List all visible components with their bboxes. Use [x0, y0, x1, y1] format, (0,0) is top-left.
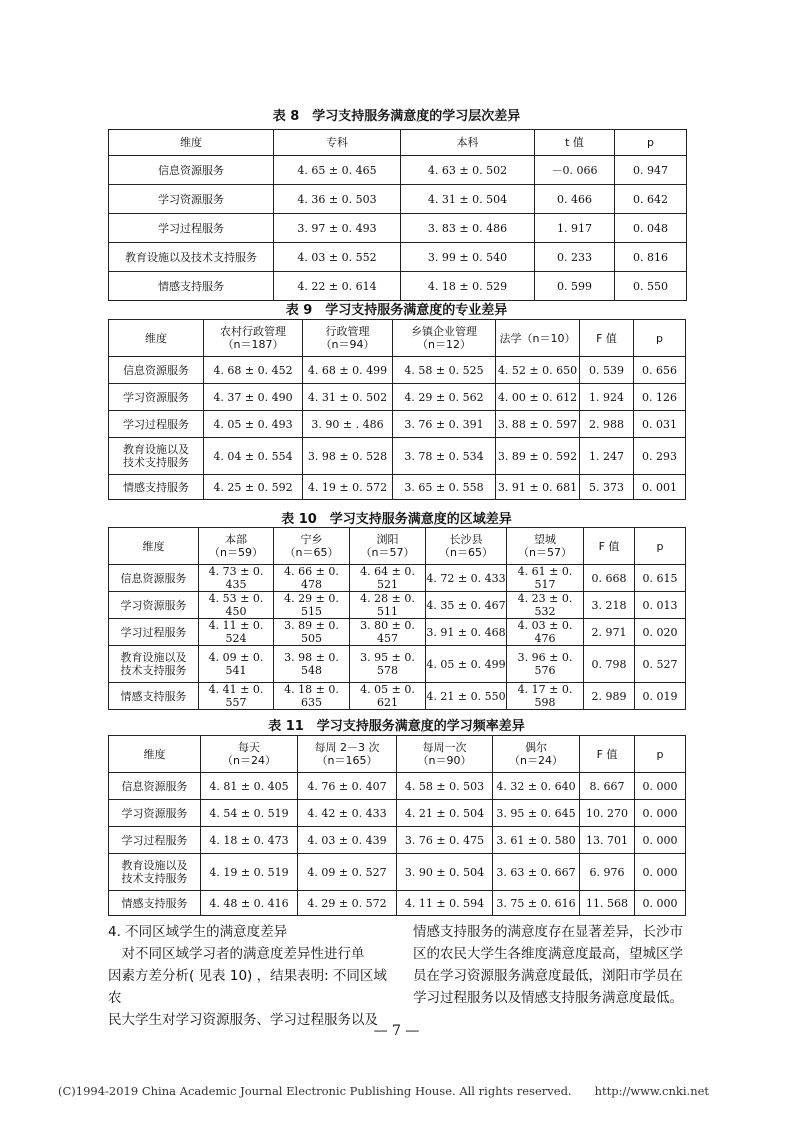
table-cell: 3. 91 ± 0. 468: [426, 619, 507, 646]
cell-line-top: 望城: [534, 533, 556, 546]
table-cell: 4. 31 ± 0. 504: [401, 185, 535, 214]
table-cell: 0. 947: [615, 156, 687, 185]
section-heading: 4. 不同区域学生的满意度差异: [108, 924, 288, 940]
table-cell: 4. 04 ± 0. 554: [204, 438, 303, 475]
cell-line-bottom: 技术支持服务: [123, 456, 189, 469]
table-cell: 0. 126: [634, 384, 686, 411]
cell-line-top: 长沙县: [449, 533, 483, 546]
table-cell: 3. 83 ± 0. 486: [401, 214, 535, 243]
table-cell: 0. 527: [635, 646, 686, 683]
table-cell: 4. 66 ± 0. 478: [274, 565, 350, 592]
row-label: [109, 773, 201, 800]
table-cell: 0. 001: [634, 475, 686, 500]
cell-line-top: F 值: [596, 747, 618, 761]
table-row: [109, 384, 686, 411]
table-cell: 5. 373: [580, 475, 634, 500]
body-line: 情感支持服务的满意度存在显著差异，长沙市: [413, 924, 683, 940]
table-cell: 4. 65 ± 0. 465: [274, 156, 401, 185]
cell-line-bottom: 技术支持服务: [121, 872, 188, 885]
cell-line-top: p: [656, 539, 664, 553]
table-cell: 3. 99 ± 0. 540: [401, 243, 535, 272]
table-cell: 0. 000: [635, 827, 686, 854]
cell-line-top: 每周 2－3 次: [314, 741, 380, 754]
table-cell: 3. 95 ± 0. 578: [350, 646, 426, 683]
column-header: [397, 736, 493, 773]
cell-line-top: 教育设施以及: [123, 443, 189, 456]
table-cell: 4. 37 ± 0. 490: [204, 384, 303, 411]
table-row: [109, 827, 686, 854]
table-row: [109, 800, 686, 827]
cell-line-bottom: 技术支持服务: [120, 664, 187, 677]
cell-line-top: F 值: [598, 539, 620, 553]
cell-line-top: 宁乡: [300, 533, 323, 546]
table-cell: 11. 568: [580, 891, 635, 916]
body-line: 因素方差分析( 见表 10) ，结果表明: 不同区域农: [108, 968, 387, 1006]
table-cell: 4. 05 ± 0. 499: [426, 646, 507, 683]
table-cell: 4. 81 ± 0. 405: [201, 773, 298, 800]
row-label: [109, 854, 201, 891]
table-cell: 2. 971: [584, 619, 635, 646]
table-cell: 4. 52 ± 0. 650: [496, 357, 580, 384]
table-cell: 2. 989: [584, 683, 635, 710]
column-header: [204, 320, 303, 357]
column-header: [199, 528, 274, 565]
table-cell: 4. 53 ± 0. 450: [199, 592, 274, 619]
table-cell: 4. 32 ± 0. 640: [493, 773, 580, 800]
cell-line-bottom: （n＝24）: [222, 754, 276, 767]
row-label: 教育设施以及技术支持服务: [109, 243, 274, 272]
column-header: 本科: [401, 130, 535, 156]
cell-line-bottom: （n＝90）: [417, 754, 472, 767]
cell-line-top: 偶尔: [525, 741, 547, 754]
table9-caption: 表 9 学习支持服务满意度的专业差异: [285, 303, 508, 318]
row-label: [109, 619, 199, 646]
table-cell: 4. 31 ± 0. 502: [303, 384, 393, 411]
table-cell: 0. 013: [635, 592, 686, 619]
table-cell: 4. 54 ± 0. 519: [201, 800, 298, 827]
cell-line-top: 学习过程服务: [121, 833, 188, 847]
cell-line-top: F 值: [596, 331, 617, 345]
table-row: [109, 185, 687, 214]
column-header: [393, 320, 496, 357]
table-header-row: [109, 736, 686, 773]
table-cell: 4. 05 ± 0. 493: [204, 411, 303, 438]
table-row: [109, 646, 686, 683]
column-header: [634, 320, 686, 357]
table-cell: 4. 72 ± 0. 433: [426, 565, 507, 592]
table-cell: 4. 11 ± 0. 594: [397, 891, 493, 916]
table-cell: 13. 701: [580, 827, 635, 854]
table-row: [109, 243, 687, 272]
table-cell: 0. 019: [635, 683, 686, 710]
row-label: 情感支持服务: [109, 272, 274, 301]
table-cell: 4. 00 ± 0. 612: [496, 384, 580, 411]
row-label: [109, 827, 201, 854]
column-header: [109, 528, 199, 565]
table-cell: 4. 03 ± 0. 439: [298, 827, 397, 854]
cell-line-bottom: （n＝24）: [509, 754, 563, 767]
table-header-row: [109, 528, 686, 565]
column-header: [109, 736, 201, 773]
table-cell: 1. 917: [535, 214, 615, 243]
table-row: [109, 854, 686, 891]
cell-line-bottom: （n＝59）: [209, 546, 263, 559]
table-cell: 3. 63 ± 0. 667: [493, 854, 580, 891]
table-cell: 3. 91 ± 0. 681: [496, 475, 580, 500]
cell-line-top: 维度: [142, 539, 165, 553]
table-cell: 0. 642: [615, 185, 687, 214]
row-label: [109, 357, 204, 384]
table-cell: 4. 28 ± 0. 511: [350, 592, 426, 619]
cell-line-bottom: （n＝165）: [316, 754, 378, 767]
column-header: [303, 320, 393, 357]
body-line: 学习过程服务以及情感支持服务满意度最低。: [413, 990, 683, 1006]
column-header: p: [615, 130, 687, 156]
table-cell: 3. 65 ± 0. 558: [393, 475, 496, 500]
table-cell: 0. 000: [635, 854, 686, 891]
table-cell: 4. 22 ± 0. 614: [274, 272, 401, 301]
table-cell: 3. 76 ± 0. 475: [397, 827, 493, 854]
table-cell: 2. 988: [580, 411, 634, 438]
table-row: [109, 411, 686, 438]
table-cell: 4. 42 ± 0. 433: [298, 800, 397, 827]
table-cell: －0. 066: [535, 156, 615, 185]
column-header: [201, 736, 298, 773]
cell-line-bottom: （n＝65）: [284, 546, 339, 559]
table-cell: 3. 89 ± 0. 592: [496, 438, 580, 475]
column-header: [109, 320, 204, 357]
cell-line-top: 学习资源服务: [121, 806, 188, 820]
table-cell: 3. 97 ± 0. 493: [274, 214, 401, 243]
table-row: [109, 619, 686, 646]
row-label: [109, 565, 199, 592]
cell-line-top: 信息资源服务: [120, 571, 187, 585]
table-cell: 4. 29 ± 0. 572: [298, 891, 397, 916]
table-cell: 4. 17 ± 0. 598: [507, 683, 584, 710]
column-header: [493, 736, 580, 773]
row-label: 学习过程服务: [109, 214, 274, 243]
table-cell: 4. 63 ± 0. 502: [401, 156, 535, 185]
table-row: [109, 357, 686, 384]
cell-line-top: 信息资源服务: [121, 779, 188, 793]
table-cell: 0. 466: [535, 185, 615, 214]
table-header-row: [109, 320, 686, 357]
cell-line-top: 教育设施以及: [120, 651, 187, 664]
row-label: [109, 891, 201, 916]
table-cell: 0. 668: [584, 565, 635, 592]
table-cell: 0. 020: [635, 619, 686, 646]
cell-line-bottom: （n＝187）: [222, 338, 284, 351]
cell-line-top: 行政管理: [325, 325, 370, 338]
table-cell: 8. 667: [580, 773, 635, 800]
table-cell: 0. 539: [580, 357, 634, 384]
table-cell: 3. 76 ± 0. 391: [393, 411, 496, 438]
row-label: [109, 646, 199, 683]
cell-line-top: 维度: [145, 331, 167, 345]
column-header: t 值: [535, 130, 615, 156]
table-cell: 4. 11 ± 0. 524: [199, 619, 274, 646]
table-cell: 3. 90 ± 0. 504: [397, 854, 493, 891]
table-row: [109, 565, 686, 592]
table-row: [109, 438, 686, 475]
cell-line-top: 教育设施以及: [121, 859, 188, 872]
cell-line-top: 情感支持服务: [123, 480, 189, 494]
table-cell: 4. 19 ± 0. 519: [201, 854, 298, 891]
table-cell: 3. 90 ± . 486: [303, 411, 393, 438]
table-cell: 4. 18 ± 0. 473: [201, 827, 298, 854]
table-cell: 4. 19 ± 0. 572: [303, 475, 393, 500]
table-cell: 4. 58 ± 0. 503: [397, 773, 493, 800]
table-cell: 1. 247: [580, 438, 634, 475]
table-cell: 3. 75 ± 0. 616: [493, 891, 580, 916]
table11-caption: 表 11 学习支持服务满意度的学习频率差异: [268, 719, 525, 734]
cell-line-top: p: [656, 331, 663, 345]
cell-line-top: 学习资源服务: [123, 390, 189, 404]
table-cell: 4. 21 ± 0. 550: [426, 683, 507, 710]
column-header: [584, 528, 635, 565]
table9: [108, 319, 686, 500]
table-cell: 0. 293: [634, 438, 686, 475]
cell-line-top: 浏阳: [376, 533, 399, 546]
cell-line-top: 学习过程服务: [120, 625, 187, 639]
table-cell: 4. 58 ± 0. 525: [393, 357, 496, 384]
table-row: [109, 214, 687, 243]
cell-line-top: 法学（n＝10）: [499, 331, 576, 345]
row-label: [109, 683, 199, 710]
row-label: [109, 800, 201, 827]
table-cell: 4. 25 ± 0. 592: [204, 475, 303, 500]
column-header: [635, 736, 686, 773]
cell-line-top: 每天: [238, 741, 260, 754]
page-number: — 7 —: [373, 1023, 420, 1039]
cell-line-top: 信息资源服务: [123, 363, 189, 377]
row-label: 学习资源服务: [109, 185, 274, 214]
cell-line-top: 学习过程服务: [123, 417, 189, 431]
column-header: [580, 320, 634, 357]
cell-line-top: p: [656, 747, 664, 761]
table-cell: 0. 550: [615, 272, 687, 301]
body-left-column: [108, 921, 398, 1031]
table-row: [109, 475, 686, 500]
table-cell: 4. 61 ± 0. 517: [507, 565, 584, 592]
row-label: [109, 411, 204, 438]
table-cell: 0. 798: [584, 646, 635, 683]
table-header-row: [109, 130, 687, 156]
table-cell: 4. 68 ± 0. 499: [303, 357, 393, 384]
row-label: [109, 384, 204, 411]
table-cell: 0. 599: [535, 272, 615, 301]
column-header: [274, 528, 350, 565]
column-header: [426, 528, 507, 565]
row-label: 信息资源服务: [109, 156, 274, 185]
row-label: [109, 438, 204, 475]
table-cell: 4. 36 ± 0. 503: [274, 185, 401, 214]
table-row: [109, 272, 687, 301]
cell-line-top: 维度: [143, 747, 166, 761]
cell-line-top: 每周一次: [422, 741, 467, 754]
table-cell: 3. 98 ± 0. 548: [274, 646, 350, 683]
table-cell: 6. 976: [580, 854, 635, 891]
column-header: 维度: [109, 130, 274, 156]
table-cell: 4. 03 ± 0. 476: [507, 619, 584, 646]
table-cell: 1. 924: [580, 384, 634, 411]
table8-caption: 表 8 学习支持服务满意度的学习层次差异: [272, 109, 521, 124]
table-cell: 3. 89 ± 0. 505: [274, 619, 350, 646]
table-cell: 0. 048: [615, 214, 687, 243]
table-cell: 3. 95 ± 0. 645: [493, 800, 580, 827]
cell-line-top: 本部: [225, 533, 247, 546]
cell-line-bottom: （n＝65）: [439, 546, 493, 559]
table-cell: 4. 29 ± 0. 562: [393, 384, 496, 411]
table-cell: 4. 05 ± 0. 621: [350, 683, 426, 710]
table-cell: 4. 23 ± 0. 532: [507, 592, 584, 619]
table11: [108, 735, 686, 916]
table-row: [109, 592, 686, 619]
cell-line-top: 情感支持服务: [121, 896, 188, 910]
cell-line-top: 农村行政管理: [220, 325, 286, 338]
cell-line-top: 学习资源服务: [120, 598, 187, 612]
copyright-footer: (C)1994-2019 China Academic Journal Electronic Publishing House. All rights reserved. http://www.cnki.net: [58, 1084, 710, 1098]
column-header: [350, 528, 426, 565]
cell-line-bottom: （n＝57）: [360, 546, 415, 559]
table-cell: 3. 80 ± 0. 457: [350, 619, 426, 646]
body-line: 员在学习资源服务满意度最低，浏阳市学员在: [413, 968, 683, 984]
cell-line-bottom: （n＝94）: [320, 338, 375, 351]
table-row: [109, 156, 687, 185]
table-cell: 0. 233: [535, 243, 615, 272]
table-cell: 4. 48 ± 0. 416: [201, 891, 298, 916]
cell-line-top: 乡镇企业管理: [411, 325, 477, 338]
body-line: 对不同区域学习者的满意度差异性进行单: [108, 946, 365, 962]
column-header: [298, 736, 397, 773]
body-line: 区的农民大学生各维度满意度最高，望城区学: [413, 946, 683, 962]
table-cell: 0. 656: [634, 357, 686, 384]
column-header: [507, 528, 584, 565]
table8: [108, 129, 687, 301]
row-label: [109, 592, 199, 619]
table-cell: 3. 88 ± 0. 597: [496, 411, 580, 438]
table-cell: 4. 41 ± 0. 557: [199, 683, 274, 710]
body-line: 民大学生对学习资源服务、学习过程服务以及: [108, 1012, 378, 1028]
table-cell: 0. 816: [615, 243, 687, 272]
cell-line-bottom: （n＝57）: [518, 546, 572, 559]
table-cell: 4. 21 ± 0. 504: [397, 800, 493, 827]
table-row: [109, 683, 686, 710]
table-row: [109, 773, 686, 800]
column-header: [635, 528, 686, 565]
table-cell: 0. 615: [635, 565, 686, 592]
table-cell: 3. 61 ± 0. 580: [493, 827, 580, 854]
row-label: [109, 475, 204, 500]
table-cell: 4. 18 ± 0. 529: [401, 272, 535, 301]
table-cell: 4. 18 ± 0. 635: [274, 683, 350, 710]
body-right-column: [413, 921, 708, 1009]
table-cell: 0. 031: [634, 411, 686, 438]
table-cell: 4. 29 ± 0. 515: [274, 592, 350, 619]
table-cell: 4. 68 ± 0. 452: [204, 357, 303, 384]
table-cell: 0. 000: [635, 800, 686, 827]
table-cell: 4. 09 ± 0. 541: [199, 646, 274, 683]
table-cell: 3. 218: [584, 592, 635, 619]
cell-line-top: 情感支持服务: [120, 689, 187, 703]
table-cell: 4. 35 ± 0. 467: [426, 592, 507, 619]
table10-caption: 表 10 学习支持服务满意度的区域差异: [281, 512, 512, 527]
column-header: [580, 736, 635, 773]
table-cell: 0. 000: [635, 773, 686, 800]
table-row: [109, 891, 686, 916]
table-cell: 4. 73 ± 0. 435: [199, 565, 274, 592]
table-cell: 4. 03 ± 0. 552: [274, 243, 401, 272]
table-cell: 4. 64 ± 0. 521: [350, 565, 426, 592]
column-header: [496, 320, 580, 357]
table10: [108, 527, 686, 710]
table-cell: 0. 000: [635, 891, 686, 916]
table-cell: 4. 76 ± 0. 407: [298, 773, 397, 800]
table-cell: 4. 09 ± 0. 527: [298, 854, 397, 891]
table-cell: 3. 78 ± 0. 534: [393, 438, 496, 475]
table-cell: 10. 270: [580, 800, 635, 827]
table-cell: 3. 98 ± 0. 528: [303, 438, 393, 475]
cell-line-bottom: （n＝12）: [417, 338, 471, 351]
table-cell: 3. 96 ± 0. 576: [507, 646, 584, 683]
column-header: 专科: [274, 130, 401, 156]
